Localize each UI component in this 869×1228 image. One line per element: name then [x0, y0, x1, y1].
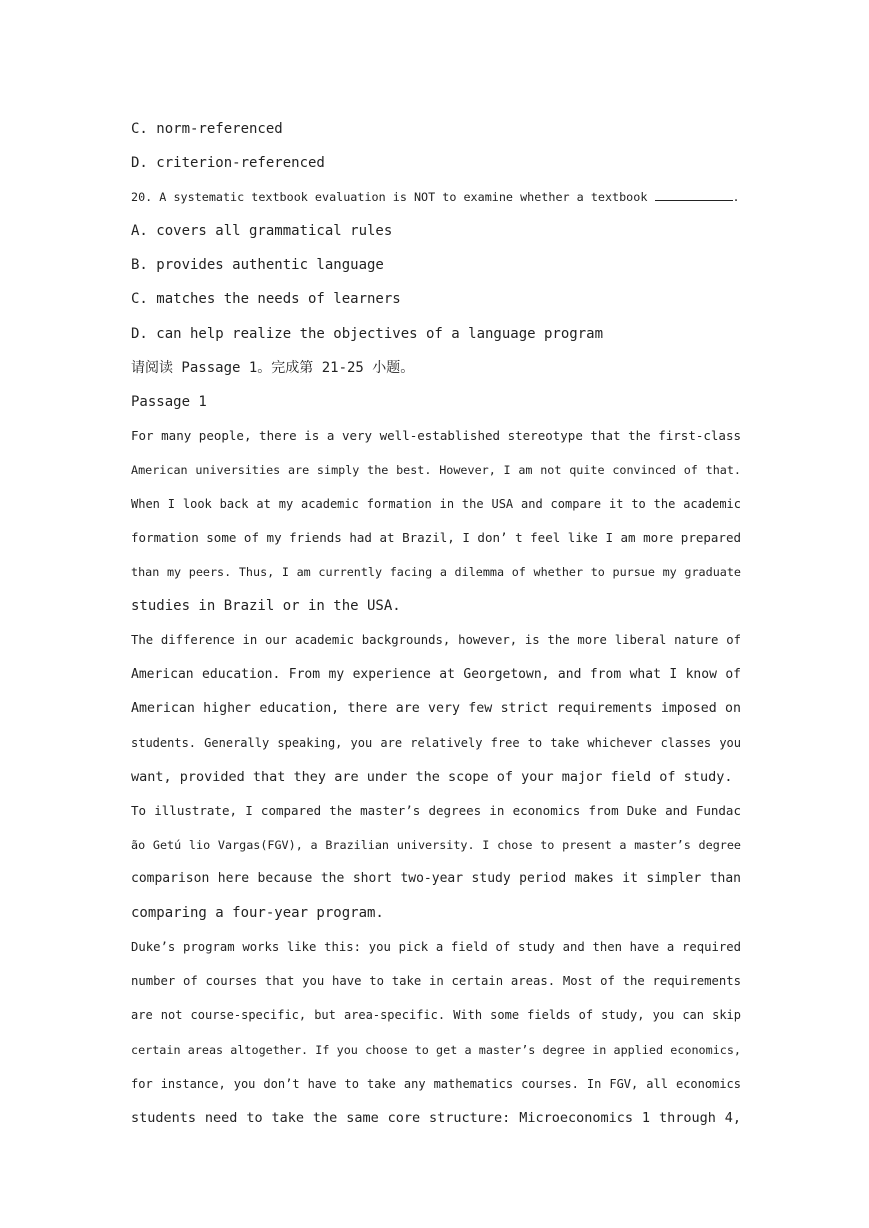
passage-line: are not course-specific, but area-specific. With some fields of study, you can skip [131, 1008, 741, 1023]
passage-line: American education. From my experience at Georgetown, and from what I know of [131, 666, 741, 682]
option-b: B. provides authentic language [131, 257, 384, 274]
passage-line: comparison here because the short two-year study period makes it simpler than [131, 871, 741, 887]
passage-line: American higher education, there are very few strict requirements imposed on [131, 700, 741, 716]
question-20 [131, 180, 741, 214]
passage-line: To illustrate, I compared the master’s degrees in economics from Duke and Fundac [131, 802, 741, 818]
passage-line: number of courses that you have to take in certain areas. Most of the requirements [131, 974, 741, 989]
passage-body [131, 419, 741, 1135]
option-c: C. matches the needs of learners [131, 291, 401, 308]
passage-line: Duke’s program works like this: you pick a field of study and then have a required [131, 940, 741, 955]
passage-line: For many people, there is a very well-established stereotype that the first-class [131, 427, 741, 443]
passage-line: formation some of my friends had at Brazil, I don’ t feel like I am more prepared [131, 530, 741, 546]
passage-line: ão Getú lio Vargas(FGV), a Brazilian university. I chose to present a master’s degree [131, 837, 741, 852]
question-20-end: . [732, 190, 740, 205]
passage-line: than my peers. Thus, I am currently facing a dilemma of whether to pursue my graduate [131, 565, 741, 580]
passage-title: Passage 1 [131, 393, 207, 410]
passage-line: studies in Brazil or in the USA. [131, 598, 401, 615]
reading-instruction: 请阅读 Passage 1。完成第 21-25 小题。 [131, 359, 415, 376]
option-d: D. criterion-referenced [131, 155, 325, 172]
passage-line: students. Generally speaking, you are relatively free to take whichever classes you [131, 735, 741, 750]
option-d: D. can help realize the objectives of a language program [131, 325, 604, 342]
passage-line: comparing a four-year program. [131, 905, 384, 922]
document-page [131, 112, 741, 1135]
question-20-stem: 20. A systematic textbook evaluation is NOT to examine whether a textbook [131, 190, 648, 205]
passage-line: for instance, you don’t have to take any mathematics courses. In FGV, all economics [131, 1076, 741, 1091]
option-a: A. covers all grammatical rules [131, 223, 393, 240]
passage-line: The difference in our academic backgrounds, however, is the more liberal nature of [131, 633, 741, 648]
option-c: C. norm-referenced [131, 121, 283, 137]
passage-line: certain areas altogether. If you choose to get a master’s degree in applied economics, [131, 1042, 741, 1057]
passage-line: students need to take the same core structure: Microeconomics 1 through 4, [131, 1109, 741, 1126]
passage-line: want, provided that they are under the scope of your major field of study. [131, 768, 733, 785]
passage-line: American universities are simply the best. However, I am not quite convinced of that. [131, 462, 741, 477]
answer-blank [655, 186, 733, 201]
passage-line: When I look back at my academic formation in the USA and compare it to the academic [131, 497, 741, 512]
